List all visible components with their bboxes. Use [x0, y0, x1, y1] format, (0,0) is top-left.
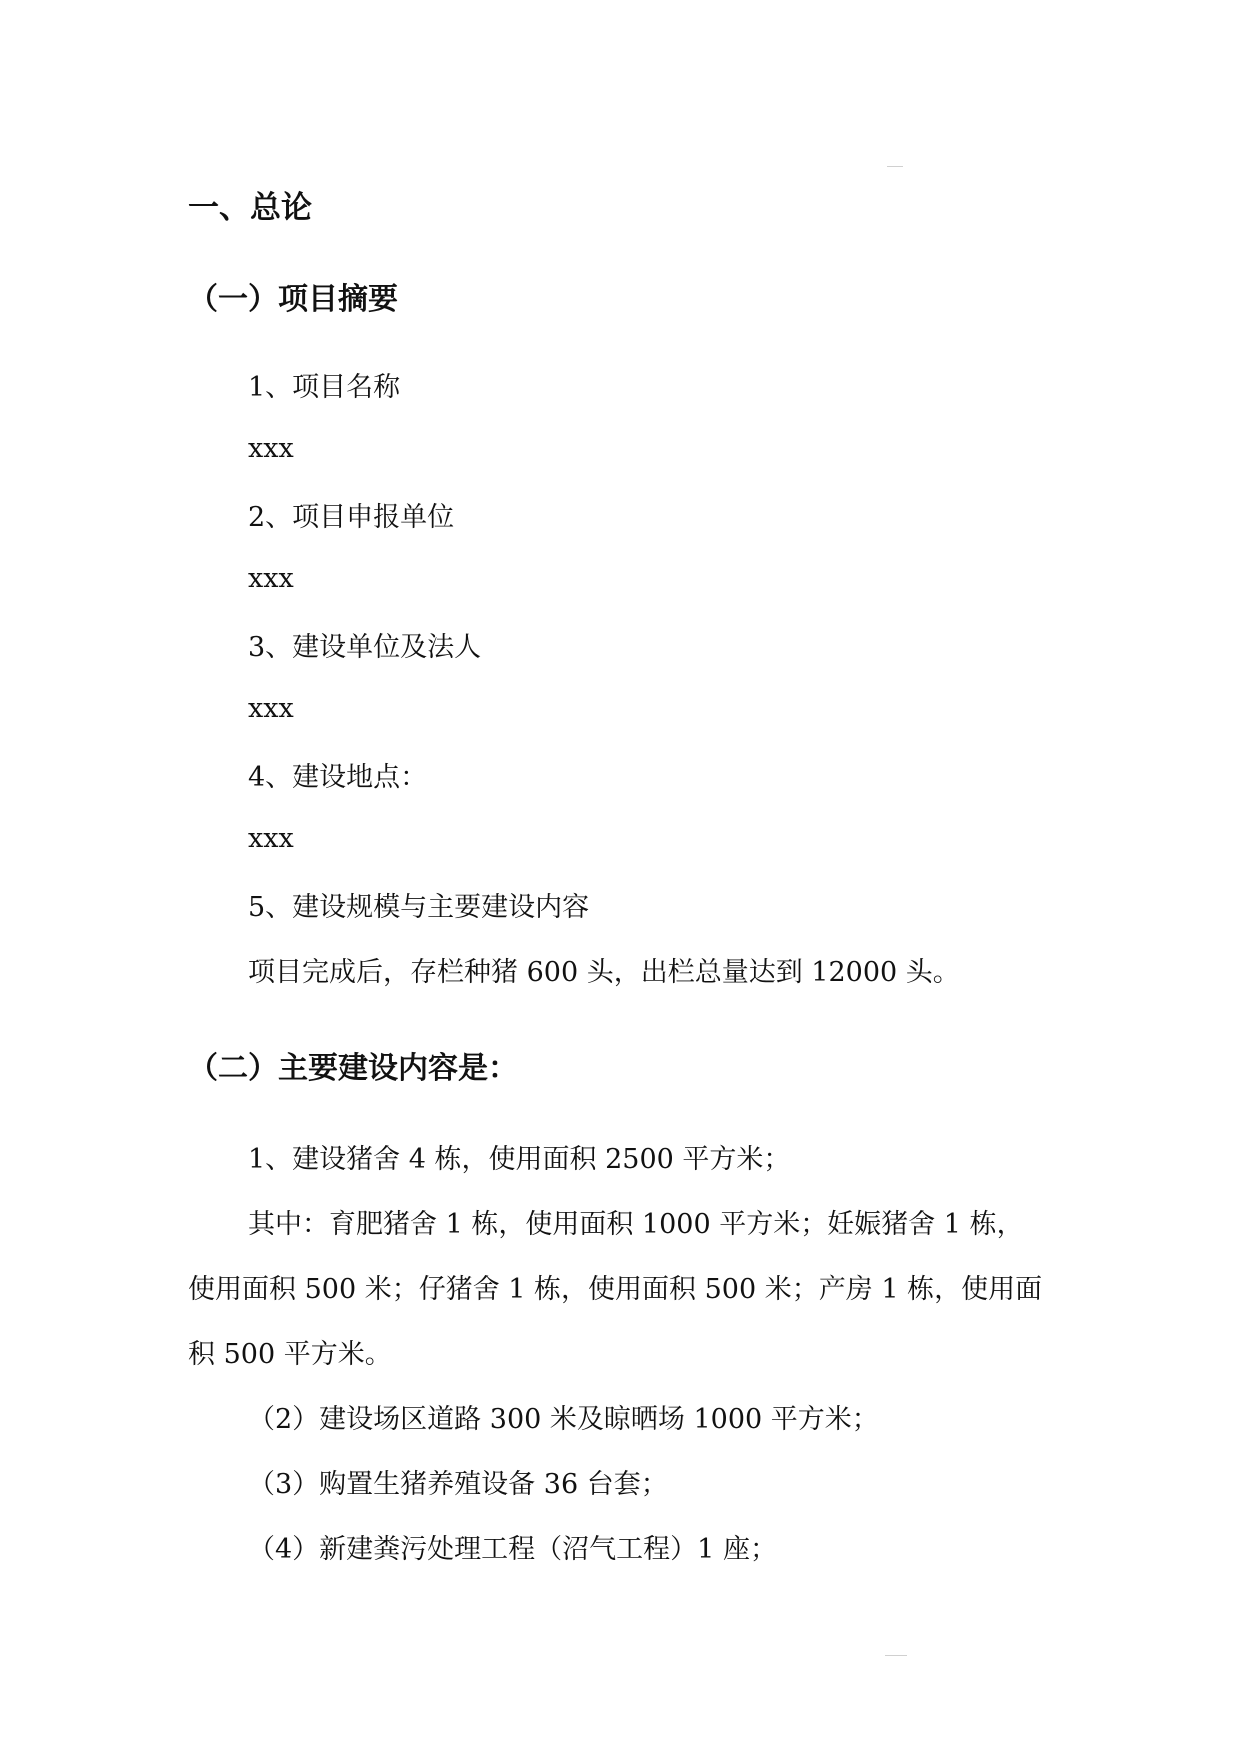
construction-item-2: （2）建设场区道路 300 米及晾晒场 1000 平方米；	[248, 1404, 879, 1435]
item-value-location: xxx	[248, 823, 294, 854]
header-mark	[887, 166, 903, 167]
footer-mark	[885, 1655, 907, 1656]
item-label-project-name: 1、项目名称	[248, 372, 401, 403]
item-label-scale: 5、建设规模与主要建设内容	[248, 892, 590, 923]
item-value-project-name: xxx	[248, 433, 294, 464]
construction-item-1: 1、建设猪舍 4 栋，使用面积 2500 平方米；	[248, 1144, 791, 1175]
construction-detail-line-2: 使用面积 500 米；仔猪舍 1 栋，使用面积 500 米；产房 1 栋，使用面	[188, 1274, 1043, 1305]
item-value-applicant: xxx	[248, 563, 294, 594]
item-label-applicant: 2、项目申报单位	[248, 502, 455, 533]
section-title-summary: （一）项目摘要	[188, 282, 398, 317]
item-value-scale: 项目完成后，存栏种猪 600 头，出栏总量达到 12000 头。	[248, 957, 960, 988]
chapter-heading: 一、总论	[188, 190, 312, 226]
construction-item-4: （4）新建粪污处理工程（沼气工程）1 座；	[248, 1534, 777, 1565]
construction-detail-line-3: 积 500 平方米。	[188, 1339, 392, 1370]
item-label-location: 4、建设地点：	[248, 762, 428, 793]
construction-detail-line-1: 其中：育肥猪舍 1 栋，使用面积 1000 平方米；妊娠猪舍 1 栋，	[248, 1209, 1024, 1240]
section-title-construction: （二）主要建设内容是：	[188, 1051, 518, 1086]
construction-item-3: （3）购置生猪养殖设备 36 台套；	[248, 1469, 668, 1500]
item-value-builder: xxx	[248, 693, 294, 724]
item-label-builder: 3、建设单位及法人	[248, 632, 482, 663]
